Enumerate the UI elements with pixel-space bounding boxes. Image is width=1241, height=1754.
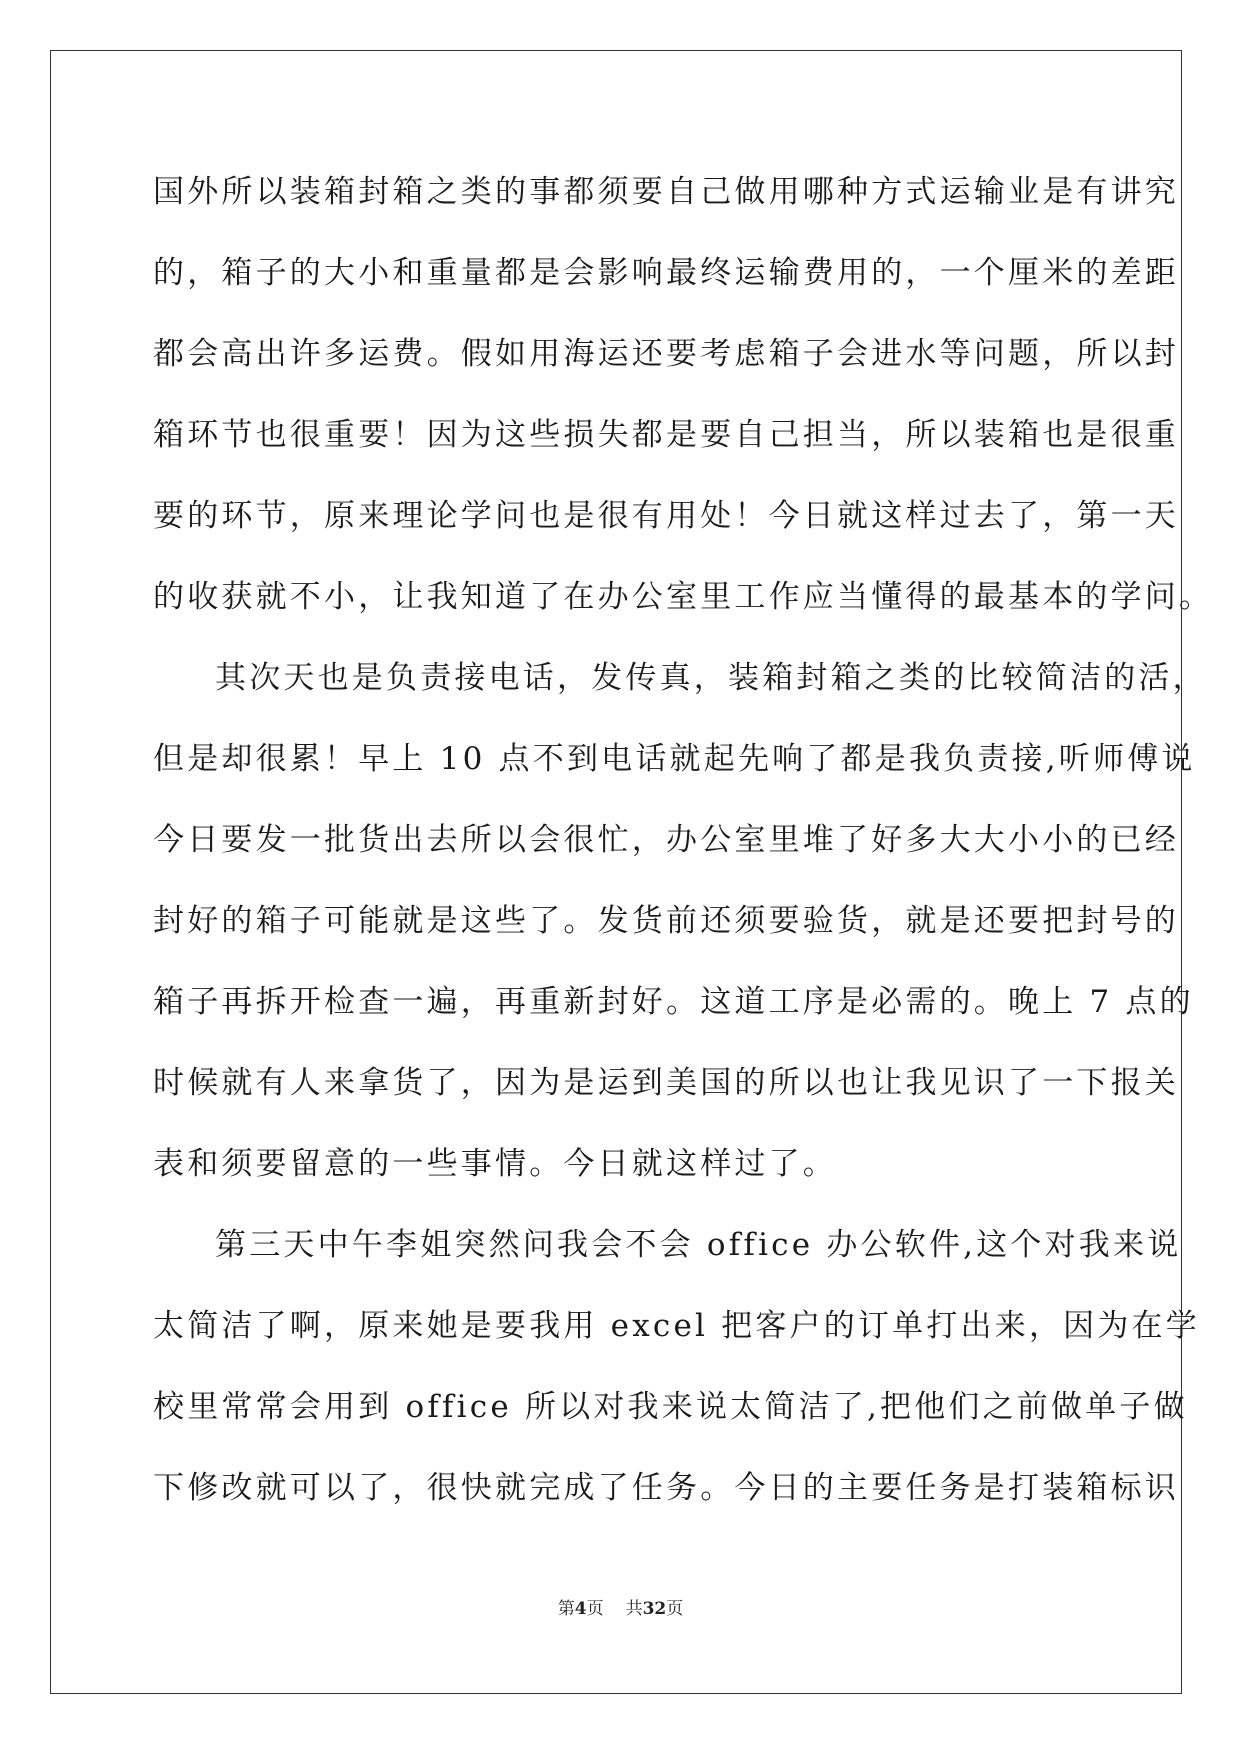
total-pages: 32 <box>642 1599 667 1619</box>
text-line-8: 但是却很累！早上 10 点不到电话就起先响了都是我负责接,听师傅说 <box>153 741 1196 777</box>
text-line-14: 第三天中午李姐突然问我会不会 office 办公软件,这个对我来说 <box>215 1227 1182 1263</box>
text-line-5: 要的环节，原来理论学问也是很有用处！今日就这样过去了，第一天 <box>153 498 1179 534</box>
text-line-15: 太简洁了啊，原来她是要我用 excel 把客户的订单打出来，因为在学 <box>153 1308 1200 1344</box>
document-body <box>153 162 1214 1539</box>
text-line-12: 时候就有人来拿货了，因为是运到美国的所以也让我见识了一下报关 <box>153 1065 1179 1101</box>
page-footer <box>0 1594 1241 1619</box>
text-line-17: 下修改就可以了，很快就完成了任务。今日的主要任务是打装箱标识 <box>153 1470 1179 1506</box>
text-line-6: 的收获就不小，让我知道了在办公室里工作应当懂得的最基本的学问。 <box>153 579 1214 615</box>
text-line-1: 国外所以装箱封箱之类的事都须要自己做用哪种方式运输业是有讲究 <box>153 174 1179 210</box>
text-line-9: 今日要发一批货出去所以会很忙，办公室里堆了好多大大小小的已经 <box>153 822 1179 858</box>
text-line-2: 的，箱子的大小和重量都是会影响最终运输费用的，一个厘米的差距 <box>153 255 1179 291</box>
text-line-13: 表和须要留意的一些事情。今日就这样过了。 <box>153 1146 837 1182</box>
total-prefix: 共 <box>625 1599 643 1619</box>
text-line-4: 箱环节也很重要！因为这些损失都是要自己担当，所以装箱也是很重 <box>153 417 1179 453</box>
total-suffix: 页 <box>666 1599 684 1619</box>
text-line-16: 校里常常会用到 office 所以对我来说太简洁了,把他们之前做单子做 <box>153 1389 1188 1425</box>
text-line-11: 箱子再拆开检查一遍，再重新封好。这道工序是必需的。晚上 7 点的 <box>153 984 1194 1020</box>
page-suffix: 页 <box>586 1599 604 1619</box>
text-line-3: 都会高出许多运费。假如用海运还要考虑箱子会进水等问题，所以封 <box>153 336 1179 372</box>
text-line-10: 封好的箱子可能就是这些了。发货前还须要验货，就是还要把封号的 <box>153 903 1179 939</box>
text-line-7: 其次天也是负责接电话，发传真，装箱封箱之类的比较简洁的活， <box>215 660 1207 696</box>
page-number: 4 <box>574 1599 587 1619</box>
page-prefix: 第 <box>557 1599 575 1619</box>
